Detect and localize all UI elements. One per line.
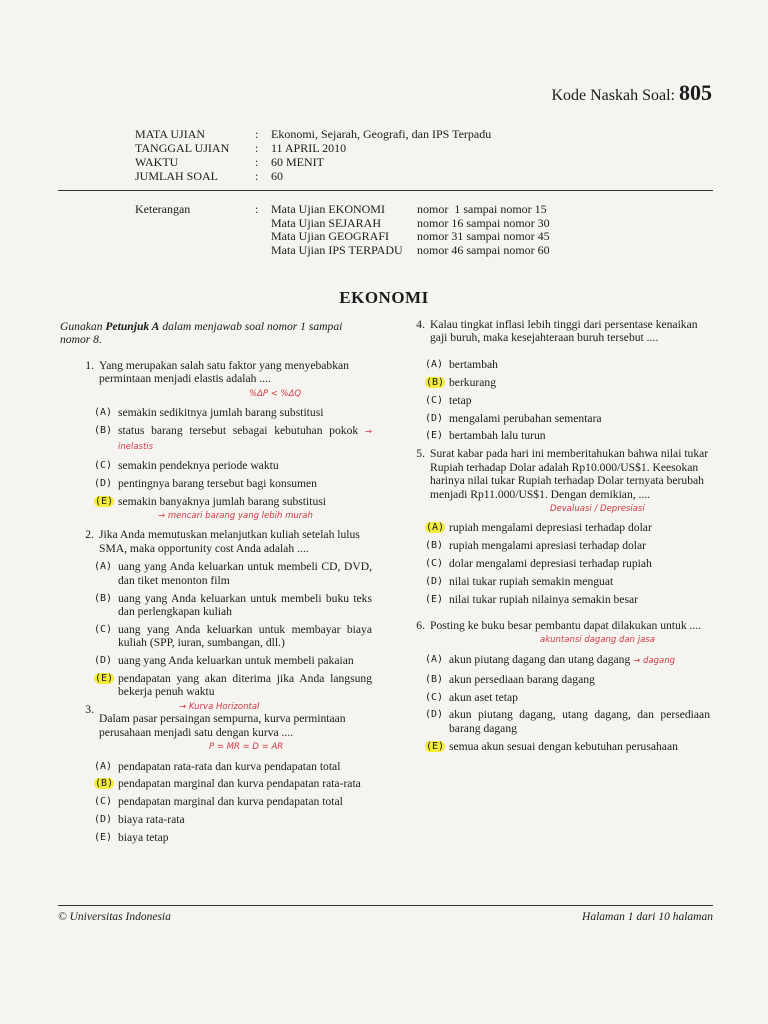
option: (A) akun piutang dagang dan utang dagang → dagang	[425, 652, 675, 666]
question-5-options	[425, 521, 710, 606]
option: (C) dolar mengalami depresiasi terhadap rupiah	[425, 557, 652, 571]
question-2-options	[94, 560, 372, 699]
option: (B) uang yang Anda keluarkan untuk membeli buku teks dan perlengkapan kuliah	[94, 591, 372, 618]
option: (D) biaya rata-rata	[94, 813, 185, 827]
option: (D) akun piutang dagang, utang dagang, dan persediaan barang dagang	[425, 708, 710, 735]
option: (D) nilai tukar rupiah semakin menguat	[425, 575, 614, 589]
footer-divider	[58, 905, 713, 906]
option-selected: (E) semakin banyaknya jumlah barang substitusi → mencari barang yang lebih murah	[95, 495, 327, 522]
handwritten-note: %ΔP < %ΔQ	[249, 388, 302, 399]
question-6: 6. Posting ke buku besar pembantu dapat dilakukan untuk .... akuntansi dagang dan jasa	[416, 618, 702, 646]
option-selected: (E) semua akun sesuai dengan kebutuhan perusahaan	[426, 739, 678, 753]
option: (A) pendapatan rata-rata dan kurva pendapatan total	[94, 759, 341, 773]
question-4: 4. Kalau tingkat inflasi lebih tinggi dari persentase kenaikan gaji buruh, maka kesejahteraan buruh tersebut ....	[416, 318, 698, 345]
info-row: TANGGAL UJIAN : 11 APRIL 2010	[135, 141, 347, 155]
handwritten-note: → inelastis	[118, 426, 372, 453]
question-5: 5. Surat kabar pada hari ini memberitahukan bahwa nilai tukar Rupiah terhadap Dolar adalah Rp10.000/US$1. Keesokan harinya nilai tukar Rupiah terhadap Dolar ternyata berubah menjadi Rp11.000/US$1. Dengan demikian, .... Devaluasi / Depresiasi	[416, 447, 709, 514]
question-6-options	[425, 653, 710, 753]
handwritten-note: → Kurva Horizontal	[179, 702, 260, 713]
option: (A) uang yang Anda keluarkan untuk membeli CD, DVD, dan tiket menonton film	[94, 560, 372, 587]
handwritten-note: akuntansi dagang dan jasa	[540, 635, 655, 646]
option: (C) tetap	[425, 393, 472, 407]
info-row: JUMLAH SOAL : 60	[135, 169, 283, 183]
info-row: MATA UJIAN : Ekonomi, Sejarah, Geografi, dan IPS Terpadu	[135, 127, 492, 141]
option: (C) semakin pendeknya periode waktu	[94, 459, 279, 473]
left-column	[60, 320, 372, 849]
right-column	[405, 318, 710, 758]
option: (E) biaya tetap	[94, 831, 169, 845]
question-1-options	[94, 406, 372, 524]
option: (E) bertambah lalu turun	[425, 429, 546, 443]
question-3-options	[94, 760, 372, 845]
option: (A) bertambah	[425, 357, 498, 371]
kode-value: 805	[679, 80, 712, 105]
question-2: 2. Jika Anda memutuskan melanjutkan kuliah setelah lulus SMA, maka opportunity cost Anda adalah ....	[85, 528, 360, 555]
footer	[58, 911, 713, 923]
kode-label: Kode Naskah Soal:	[551, 87, 675, 104]
option: (D) pentingnya barang tersebut bagi konsumen	[94, 477, 317, 491]
option-selected: (B) pendapatan marginal dan kurva pendapatan rata-rata	[95, 777, 361, 791]
question-1: 1. Yang merupakan salah satu faktor yang menyebabkan permintaan menjadi elastis adalah .... %ΔP < %ΔQ	[85, 358, 349, 399]
option-selected: (E) pendapatan yang akan diterima jika Anda langsung bekerja penuh waktu	[95, 672, 372, 699]
option: (A) semakin sedikitnya jumlah barang substitusi	[94, 406, 324, 420]
divider	[58, 190, 713, 191]
handwritten-note: → dagang	[633, 655, 675, 666]
option: (B) status barang tersebut sebagai kebutuhan pokok → inelastis	[94, 423, 372, 453]
footer-copyright: © Universitas Indonesia	[58, 911, 171, 923]
handwritten-note: → mencari barang yang lebih murah	[158, 511, 313, 522]
option: (C) uang yang Anda keluarkan untuk membayar biaya kuliah (SPP, iuran, sumbangan, dll.)	[94, 622, 372, 650]
option: (B) akun persediaan barang dagang	[425, 672, 595, 686]
option: (E) nilai tukar rupiah nilainya semakin besar	[425, 593, 638, 606]
option: (D) mengalami perubahan sementara	[425, 411, 602, 425]
option-selected: (B) berkurang	[426, 375, 496, 389]
handwritten-note: P = MR = D = AR	[209, 742, 284, 753]
kode-naskah	[551, 80, 712, 106]
question-4-options	[425, 358, 710, 443]
section-title: EKONOMI	[339, 288, 429, 307]
question-3: 3. → Kurva Horizontal Dalam pasar persaingan sempurna, kurva permintaan perusahaan menjadi satu dengan kurva .... P = MR = D = AR	[74, 703, 372, 754]
option: (C) pendapatan marginal dan kurva pendapatan total	[94, 795, 343, 809]
option: (B) rupiah mengalami apresiasi terhadap dolar	[425, 539, 647, 553]
instruction: Gunakan Petunjuk A dalam menjawab soal nomor 1 sampai nomor 8.	[60, 320, 343, 347]
handwritten-note: Devaluasi / Depresiasi	[550, 503, 645, 514]
option: (C) akun aset tetap	[425, 690, 518, 704]
keterangan: Keterangan : Mata Ujian EKONOMI nomor 1 sampai nomor 15 Mata Ujian SEJARAH nomor 16 sampai nomor 30 Mata Ujian GEOGRAFI nomor 31 sampai nomor 45 Mata Ujian IPS TERPADU nomor 46 sampai nomor 60	[135, 202, 550, 257]
footer-page-number: Halaman 1 dari 10 halaman	[582, 911, 713, 923]
exam-info	[135, 127, 491, 183]
info-row: WAKTU : 60 MENIT	[135, 155, 324, 169]
option-selected: (A) rupiah mengalami depresiasi terhadap dolar	[426, 521, 652, 535]
option: (D) uang yang Anda keluarkan untuk membeli pakaian	[94, 654, 354, 668]
